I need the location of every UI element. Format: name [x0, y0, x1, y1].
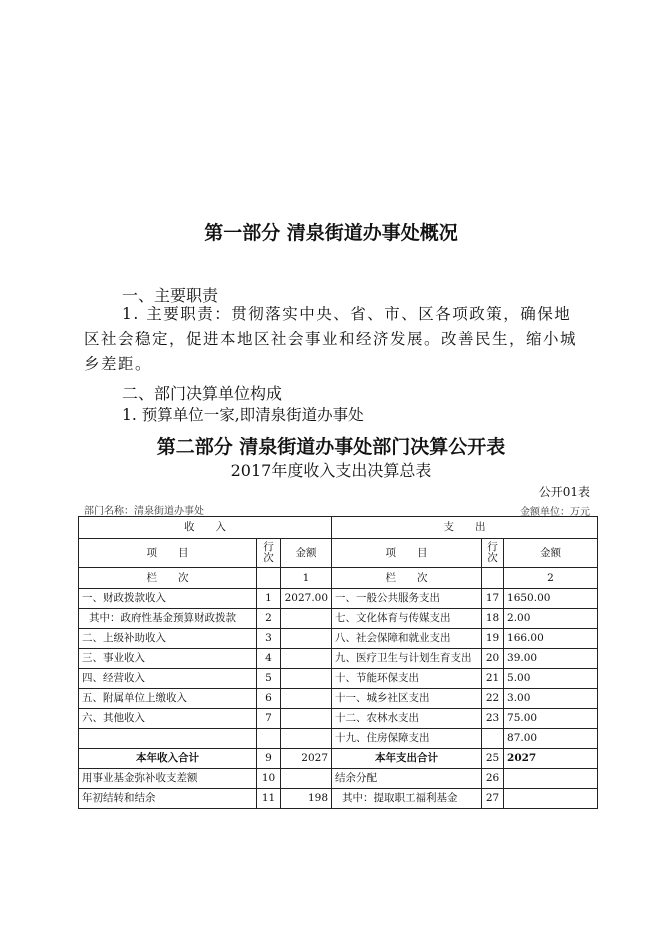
income-amount: 198 [281, 789, 332, 809]
expense-amount: 3.00 [504, 689, 598, 709]
col-row: 行次 [482, 539, 504, 568]
col-item: 项 目 [332, 539, 482, 568]
expense-item: 九、医疗卫生与计划生育支出 [332, 649, 482, 669]
income-amount [281, 669, 332, 689]
income-expense-table [78, 516, 598, 809]
expense-amount: 1650.00 [504, 589, 598, 609]
income-amount: 2027 [281, 749, 332, 769]
col-amount: 金额 [504, 539, 598, 568]
expense-amount [504, 769, 598, 789]
income-row-no: 7 [257, 709, 281, 729]
expense-row-no: 18 [482, 609, 504, 629]
table-row [79, 709, 598, 729]
income-amount [281, 729, 332, 749]
expense-row-no: 20 [482, 649, 504, 669]
income-row-no: 3 [257, 629, 281, 649]
section1-text: 1. 主要职责：贯彻落实中央、省、市、区各项政策，确保地区社会稳定，促进本地区社会事业和经济发展。改善民生，缩小城乡差距。 [84, 305, 578, 373]
income-row-no: 11 [257, 789, 281, 809]
expense-item: 七、文化体育与传媒支出 [332, 609, 482, 629]
expense-row-no: 23 [482, 709, 504, 729]
expense-row-no: 21 [482, 669, 504, 689]
dept-name: 部门名称：清泉街道办事处 [84, 506, 204, 517]
income-row-no: 4 [257, 649, 281, 669]
part2-title: 第二部分 清泉街道办事处部门决算公开表 [156, 436, 506, 458]
expense-amount: 5.00 [504, 669, 598, 689]
income-header: 收 入 [79, 517, 332, 539]
table-row [79, 749, 598, 769]
income-row-no: 10 [257, 769, 281, 789]
expense-row-no: 22 [482, 689, 504, 709]
expense-row-no: 27 [482, 789, 504, 809]
expense-amount: 75.00 [504, 709, 598, 729]
income-amount [281, 709, 332, 729]
part1-title: 第一部分 清泉街道办事处概况 [204, 222, 458, 244]
lanci-label: 栏 次 [79, 568, 257, 589]
expense-amount: 2027 [504, 749, 598, 769]
table-code: 公开01表 [538, 485, 590, 499]
income-row-no: 2 [257, 609, 281, 629]
income-item [79, 729, 257, 749]
income-amount [281, 689, 332, 709]
table-row [79, 729, 598, 749]
expense-col-no: 2 [504, 568, 598, 589]
expense-row-no: 19 [482, 629, 504, 649]
expense-item: 十九、住房保障支出 [332, 729, 482, 749]
income-item: 年初结转和结余 [79, 789, 257, 809]
income-amount [281, 649, 332, 669]
expense-amount: 87.00 [504, 729, 598, 749]
income-amount [281, 609, 332, 629]
expense-amount [504, 789, 598, 809]
income-col-no: 1 [281, 568, 332, 589]
section2-text: 1. 预算单位一家,即清泉街道办事处 [122, 406, 364, 424]
income-item: 一、财政拨款收入 [79, 589, 257, 609]
expense-row-no [482, 729, 504, 749]
income-item: 三、事业收入 [79, 649, 257, 669]
table-title: 2017年度收入支出决算总表 [230, 461, 432, 480]
expense-row-no: 26 [482, 769, 504, 789]
table-row [79, 589, 598, 609]
income-item: 二、上级补助收入 [79, 629, 257, 649]
income-row-no: 1 [257, 589, 281, 609]
income-item: 用事业基金弥补收支差额 [79, 769, 257, 789]
col-item: 项 目 [79, 539, 257, 568]
income-amount: 2027.00 [281, 589, 332, 609]
table-row [79, 689, 598, 709]
expense-amount: 39.00 [504, 649, 598, 669]
expense-header: 支 出 [332, 517, 598, 539]
expense-item: 十二、农林水支出 [332, 709, 482, 729]
expense-amount: 2.00 [504, 609, 598, 629]
expense-item: 十、节能环保支出 [332, 669, 482, 689]
table-row [79, 629, 598, 649]
expense-item: 一、一般公共服务支出 [332, 589, 482, 609]
income-row-no: 6 [257, 689, 281, 709]
income-row-no: 5 [257, 669, 281, 689]
income-item: 五、附属单位上缴收入 [79, 689, 257, 709]
income-amount [281, 769, 332, 789]
expense-item: 其中：提取职工福利基金 [332, 789, 482, 809]
income-row-no: 9 [257, 749, 281, 769]
income-row-no [257, 729, 281, 749]
income-item: 六、其他收入 [79, 709, 257, 729]
amount-unit: 金额单位：万元 [520, 507, 590, 518]
section1-title: 一、主要职责 [122, 286, 219, 305]
table-row [79, 789, 598, 809]
col-amount: 金额 [281, 539, 332, 568]
income-item: 其中：政府性基金预算财政拨款 [79, 609, 257, 629]
expense-amount: 166.00 [504, 629, 598, 649]
income-amount [281, 629, 332, 649]
section2-title: 二、部门决算单位构成 [122, 384, 283, 403]
expense-item: 八、社会保障和就业支出 [332, 629, 482, 649]
expense-row-no: 17 [482, 589, 504, 609]
table-row [79, 769, 598, 789]
col-row: 行次 [257, 539, 281, 568]
income-item: 本年收入合计 [79, 749, 257, 769]
table-row [79, 669, 598, 689]
expense-item: 十一、城乡社区支出 [332, 689, 482, 709]
table-row [79, 649, 598, 669]
expense-item: 结余分配 [332, 769, 482, 789]
expense-row-no: 25 [482, 749, 504, 769]
table-row [79, 609, 598, 629]
expense-item: 本年支出合计 [332, 749, 482, 769]
lanci-label: 栏 次 [332, 568, 482, 589]
income-item: 四、经营收入 [79, 669, 257, 689]
